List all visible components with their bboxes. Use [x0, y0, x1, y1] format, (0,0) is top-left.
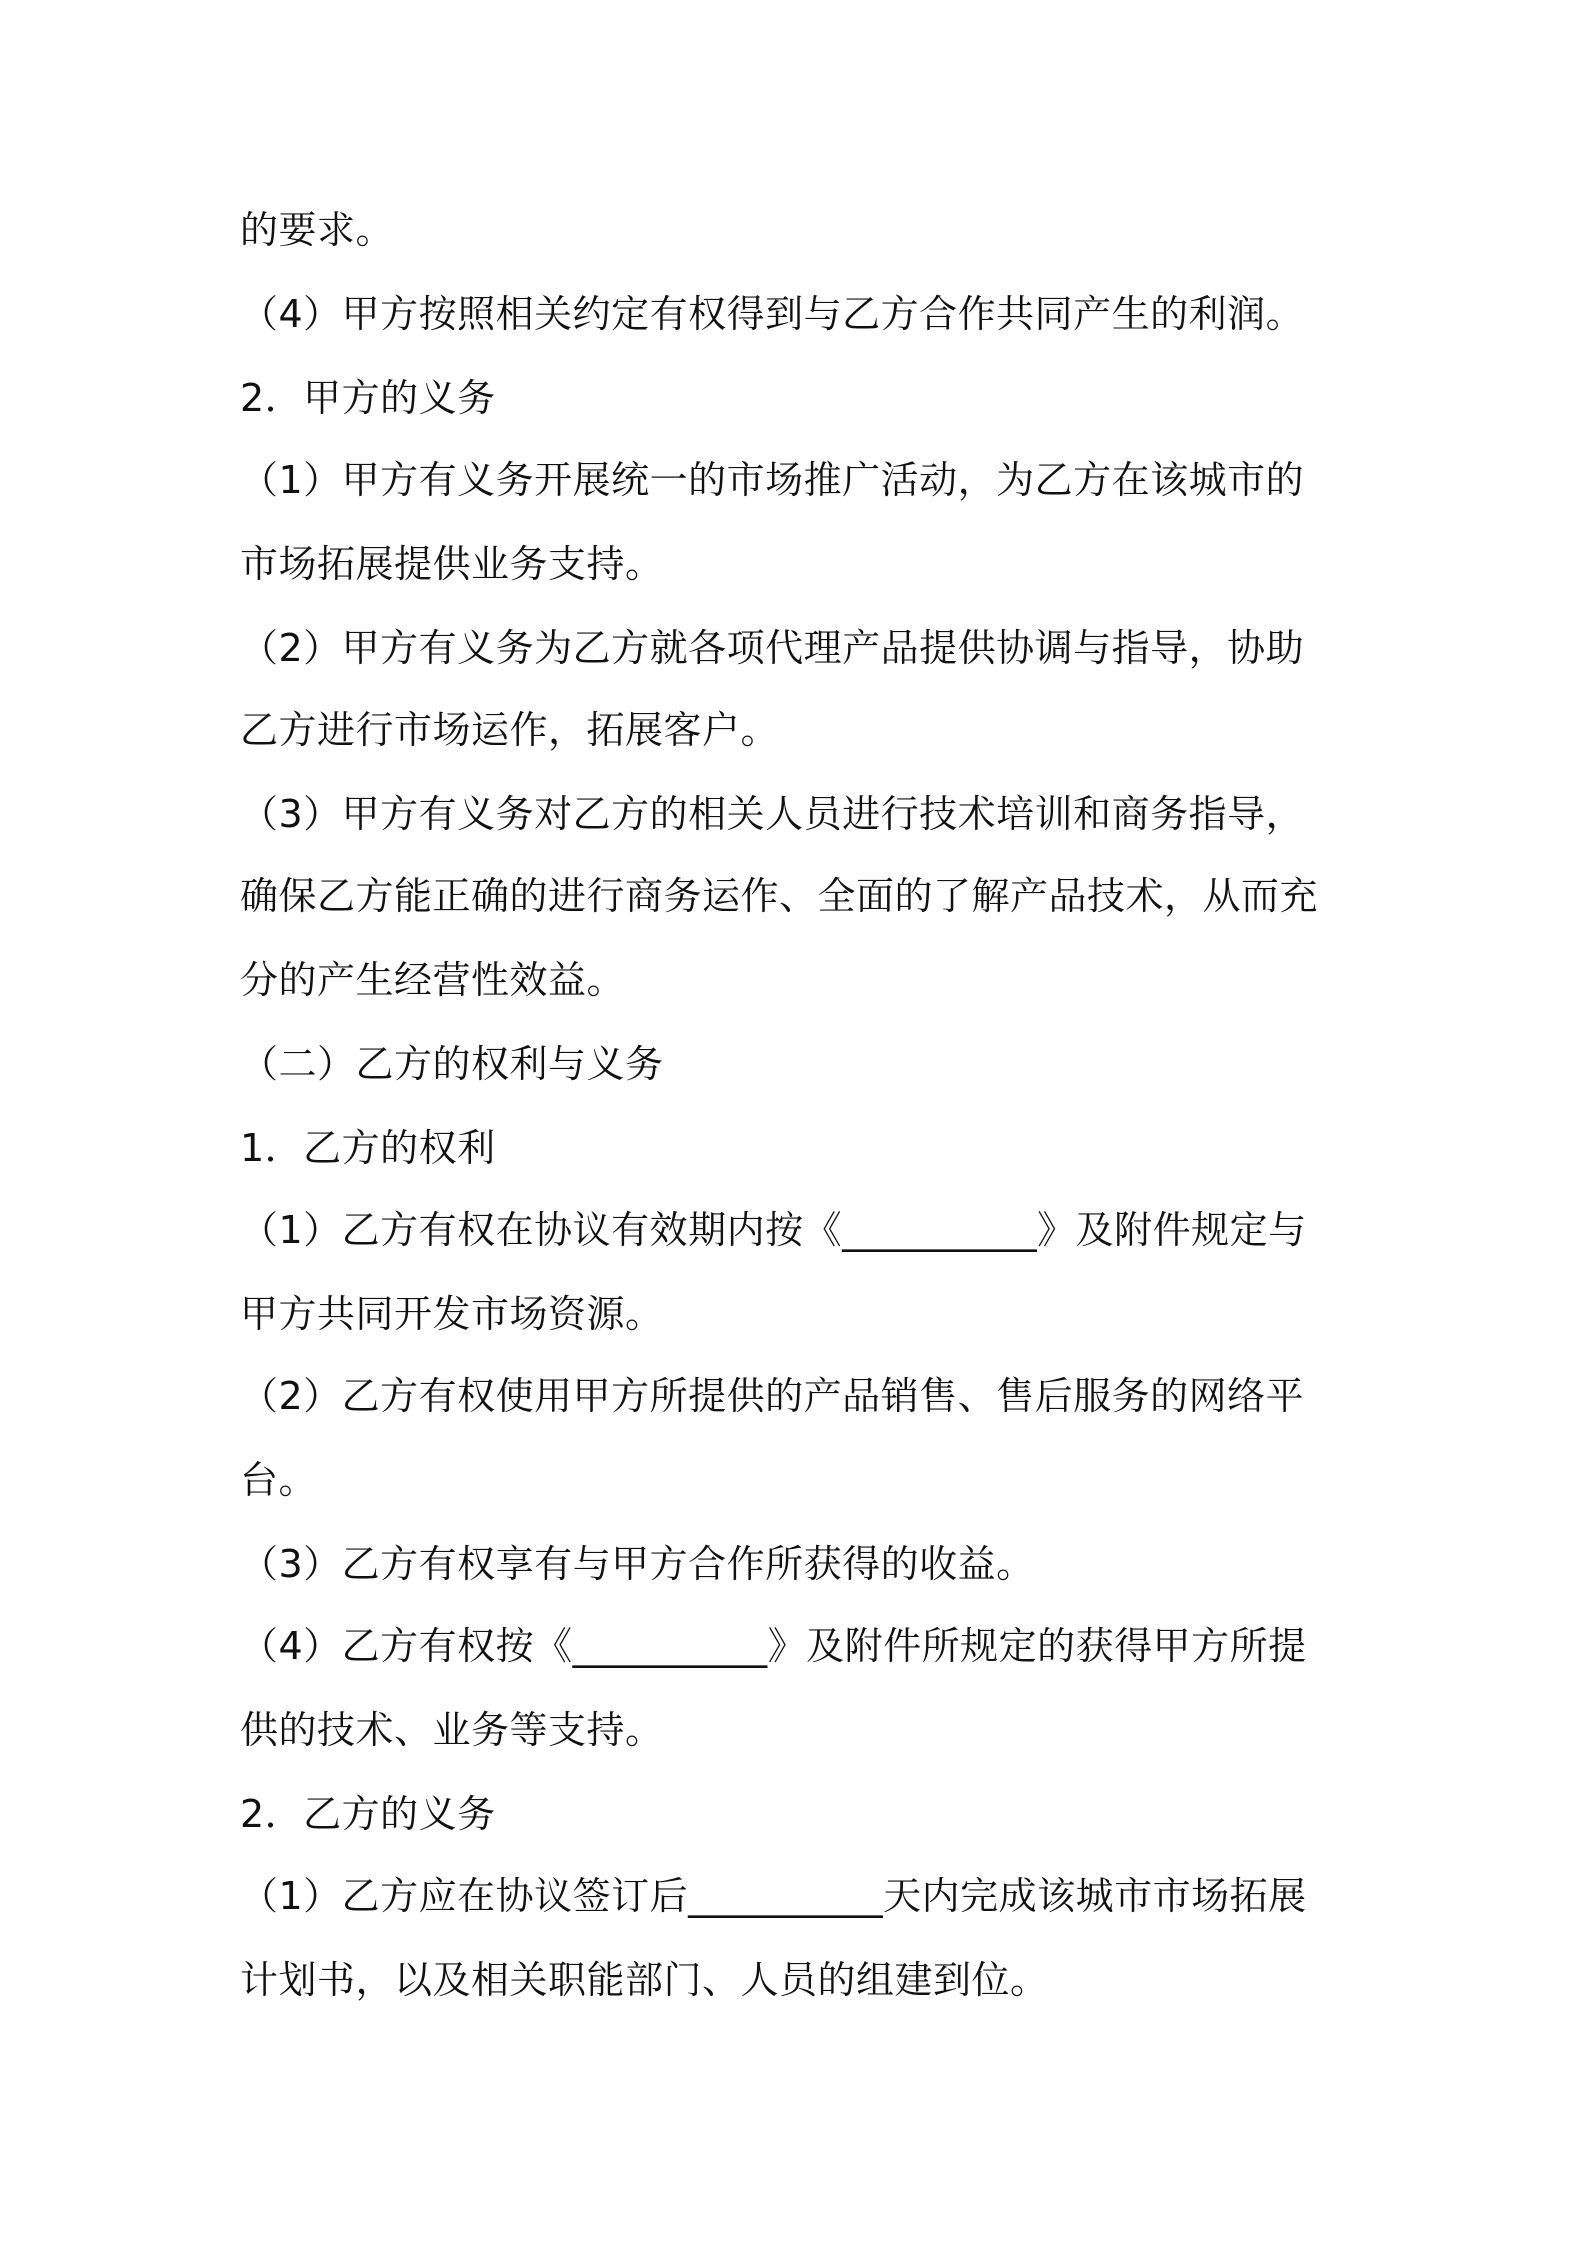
text-line: 供的技术、业务等支持。	[240, 1708, 664, 1752]
text-line: （3）乙方有权享有与甲方合作所获得的收益。	[240, 1542, 1035, 1586]
text-line: 的要求。	[240, 208, 395, 252]
text-line: （2）乙方有权使用甲方所提供的产品销售、售后服务的网络平	[240, 1374, 1305, 1418]
text-line: 甲方共同开发市场资源。	[240, 1292, 664, 1336]
text-line: （1）乙方有权在协议有效期内按《__________》及附件规定与	[240, 1208, 1307, 1252]
text-line: 分的产生经营性效益。	[240, 958, 626, 1002]
text-line: 2．甲方的义务	[240, 376, 496, 420]
text-line: （1）甲方有义务开展统一的市场推广活动，为乙方在该城市的	[240, 458, 1305, 502]
text-line: （4）乙方有权按《__________》及附件所规定的获得甲方所提	[240, 1624, 1307, 1668]
text-line: （1）乙方应在协议签订后__________天内完成该城市市场拓展	[240, 1874, 1307, 1918]
text-line: 2．乙方的义务	[240, 1792, 496, 1836]
text-line: （2）甲方有义务为乙方就各项代理产品提供协调与指导，协助	[240, 626, 1305, 670]
text-line: 台。	[240, 1458, 318, 1502]
text-line: 市场拓展提供业务支持。	[240, 542, 664, 586]
text-line: （4）甲方按照相关约定有权得到与乙方合作共同产生的利润。	[240, 292, 1305, 336]
text-line: （3）甲方有义务对乙方的相关人员进行技术培训和商务指导，	[240, 792, 1305, 836]
text-line: 1．乙方的权利	[240, 1126, 496, 1170]
text-line: 确保乙方能正确的进行商务运作、全面的了解产品技术，从而充	[240, 874, 1319, 918]
text-line: （二）乙方的权利与义务	[240, 1042, 664, 1086]
text-line: 计划书，以及相关职能部门、人员的组建到位。	[240, 1958, 1049, 2002]
text-line: 乙方进行市场运作，拓展客户。	[240, 708, 780, 752]
